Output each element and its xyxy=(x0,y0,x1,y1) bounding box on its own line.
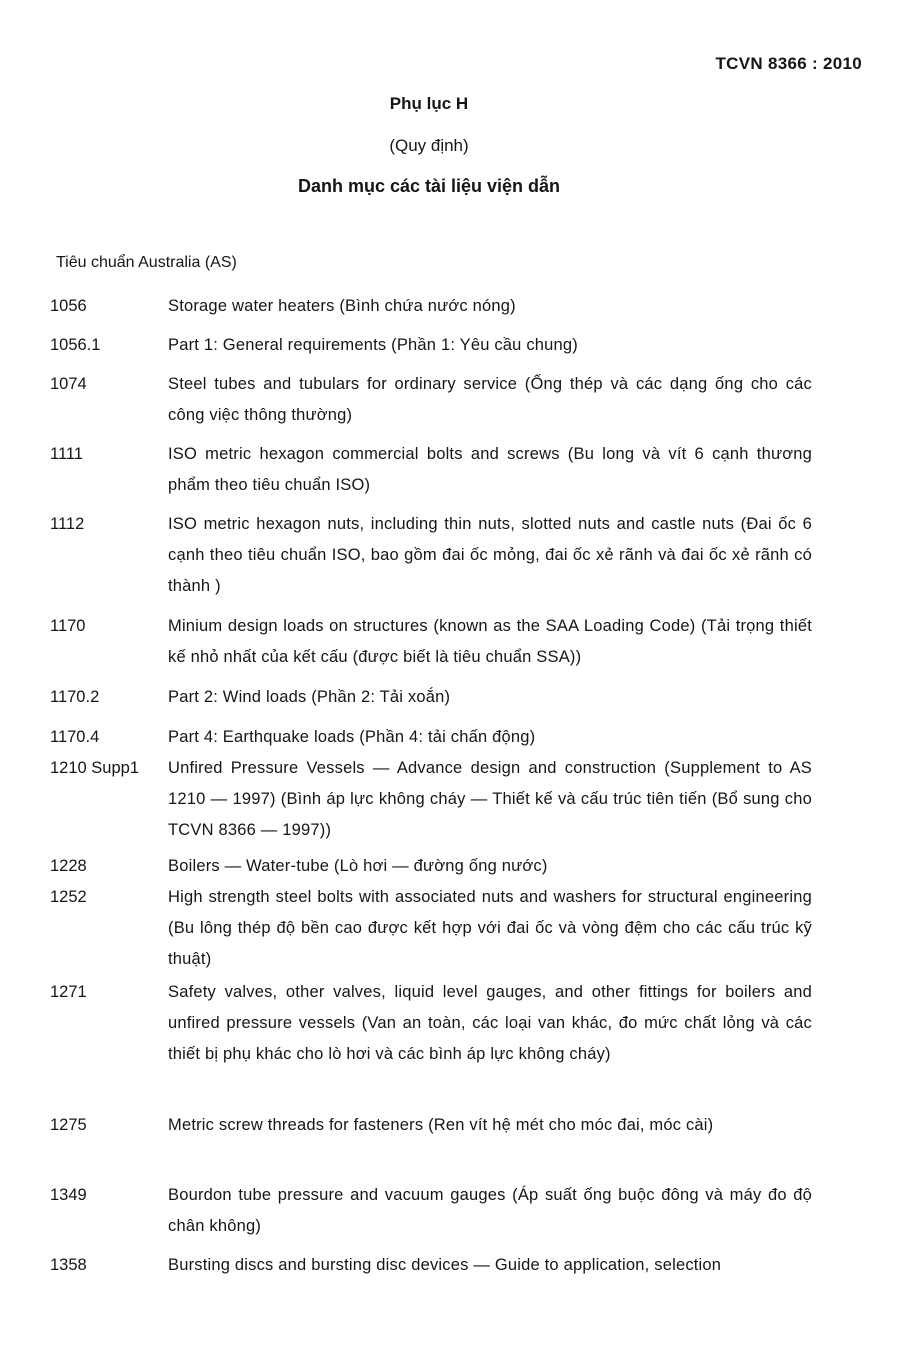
reference-text: Bourdon tube pressure and vacuum gauges (Áp suất ống buộc đông và máy đo độ chân không) xyxy=(168,1186,812,1235)
reference-text: ISO metric hexagon commercial bolts and screws (Bu long và vít 6 cạnh thương phẩm theo tiêu chuẩn ISO) xyxy=(168,445,812,494)
reference-text: Minium design loads on structures (known as the SAA Loading Code) (Tải trọng thiết kế nhỏ nhất của kết cấu (được biết là tiêu chuẩn SSA)) xyxy=(168,617,812,666)
reference-code: 1210 Supp1 xyxy=(50,759,140,777)
reference-code: 1358 xyxy=(50,1256,87,1274)
reference-text: Part 2: Wind loads (Phần 2: Tải xoắn) xyxy=(168,688,451,706)
reference-text: Boilers — Water-tube (Lò hơi — đường ống nước) xyxy=(168,857,548,875)
appendix-subtitle: Danh mục các tài liệu viện dẫn xyxy=(297,176,561,196)
reference-code: 1349 xyxy=(50,1186,87,1204)
reference-code: 1074 xyxy=(50,375,87,393)
reference-text: Part 1: General requirements (Phần 1: Yêu cầu chung) xyxy=(168,336,578,354)
standard-code: TCVN 8366 : 2010 xyxy=(715,54,862,73)
appendix-title: Phụ lục H xyxy=(389,94,469,113)
reference-code: 1111 xyxy=(50,445,84,463)
reference-code: 1271 xyxy=(50,983,87,1001)
reference-text: Metric screw threads for fasteners (Ren vít hệ mét cho móc đai, móc cài) xyxy=(168,1116,714,1134)
reference-code: 1170.4 xyxy=(50,728,100,746)
reference-text: High strength steel bolts with associated nuts and washers for structural engineering (Bu lông thép độ bền cao được kết hợp với đai ốc và vòng đệm cho các cấu trúc kỹ thuật) xyxy=(168,888,812,968)
reference-text: Safety valves, other valves, liquid level gauges, and other fittings for boilers and unfired pressure vessels (Van an toàn, các loại van khác, đo mức chất lỏng và các thiết bị phụ khác cho lò hơi và các bình áp lực không cháy) xyxy=(168,983,812,1063)
reference-code: 1252 xyxy=(50,888,87,906)
reference-text: Steel tubes and tubulars for ordinary service (Ống thép và các dạng ống cho các công việc thông thường) xyxy=(168,375,812,424)
reference-text: Unfired Pressure Vessels — Advance design and construction (Supplement to AS 1210 — 1997) (Bình áp lực không cháy — Thiết kế và cấu trúc tiên tiến (Bổ sung cho TCVN 8366 — 1997)) xyxy=(168,759,812,839)
reference-text: Part 4: Earthquake loads (Phần 4: tải chấn động) xyxy=(168,728,536,746)
reference-text: ISO metric hexagon nuts, including thin nuts, slotted nuts and castle nuts (Đai ốc 6 cạnh theo tiêu chuẩn ISO, bao gồm đai ốc mỏng, đai ốc xẻ rãnh và đai ốc xẻ rãnh có thành ) xyxy=(168,515,812,595)
appendix-note: (Quy định) xyxy=(389,136,469,155)
reference-code: 1170 xyxy=(50,617,86,635)
reference-code: 1112 xyxy=(50,515,85,533)
reference-code: 1170.2 xyxy=(50,688,100,706)
reference-text: Bursting discs and bursting disc devices — Guide to application, selection xyxy=(168,1256,722,1274)
reference-code: 1275 xyxy=(50,1116,87,1134)
reference-text: Storage water heaters (Bình chứa nước nóng) xyxy=(168,297,516,315)
reference-code: 1056.1 xyxy=(50,336,101,354)
reference-code: 1228 xyxy=(50,857,87,875)
group-heading: Tiêu chuẩn Australia (AS) xyxy=(56,254,237,271)
reference-code: 1056 xyxy=(50,297,87,315)
